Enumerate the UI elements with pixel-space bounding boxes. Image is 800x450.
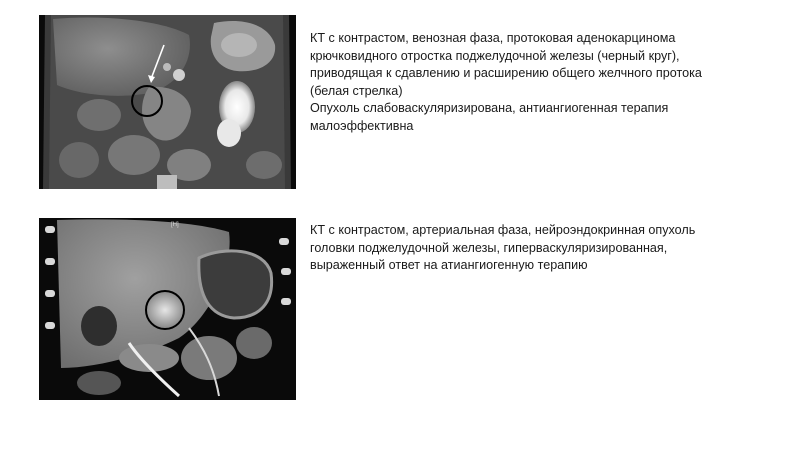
caption-line: (белая стрелка) [310, 83, 403, 98]
caption-line: КТ с контрастом, артериальная фаза, нейроэндокринная опухоль [310, 223, 696, 237]
image-marker-label: [H] [171, 222, 179, 228]
caption-line: крючковидного отростка поджелудочной железы (черный круг), [310, 48, 680, 63]
ct-scan-graphic [39, 218, 296, 400]
caption-arterial-phase [310, 222, 780, 275]
caption-line: КТ с контрастом, венозная фаза, протоковая аденокарцинома [310, 31, 676, 45]
caption-line: выраженный ответ на атиангиогенную терапию [310, 258, 588, 272]
caption-line: Опухоль слабоваскуляризирована, антиангиогенная терапия [310, 101, 669, 115]
caption-line: головки поджелудочной железы, гиперваскуляризированная, [310, 240, 668, 255]
caption-line: приводящая к сдавлению и расширению общего желчного протока [310, 66, 702, 80]
ct-image-venous-phase [39, 15, 296, 189]
caption-line: малоэффективна [310, 118, 414, 133]
ct-scan-graphic [39, 15, 296, 189]
caption-venous-phase [310, 30, 780, 135]
ct-image-arterial-phase [39, 218, 296, 400]
